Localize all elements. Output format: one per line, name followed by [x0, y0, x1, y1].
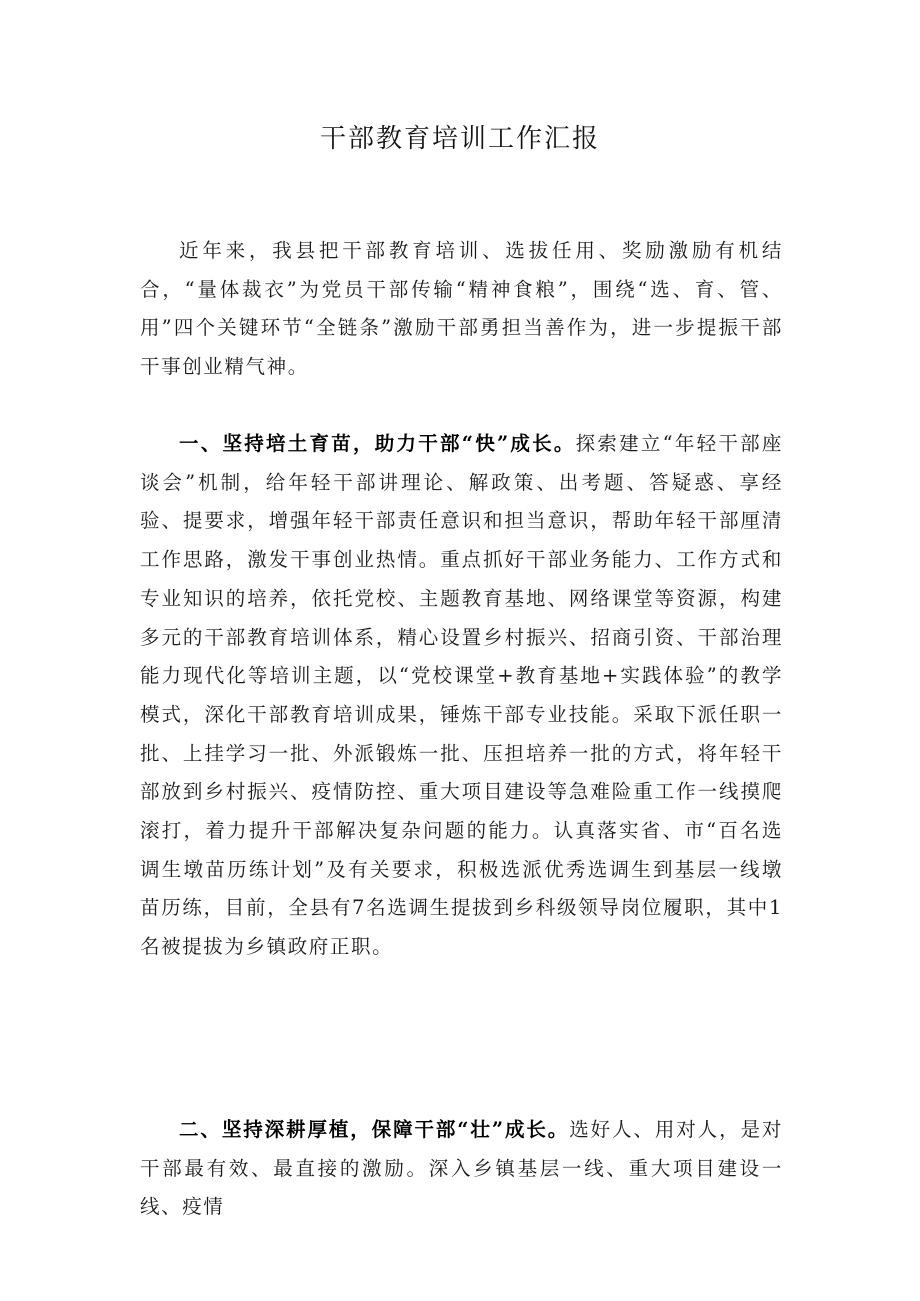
section-two-paragraph — [140, 1111, 783, 1227]
section-two-heading: 二、坚持深耕厚植，保障干部“壮”成长。 — [179, 1118, 570, 1141]
section-two-body: 选好人、用对人，是对干部最有效、最直接的激励。深入乡镇基层一线、重大项目建设一线、疫情 — [140, 1118, 783, 1219]
page-title: 干部教育培训工作汇报 — [319, 124, 600, 154]
section-one-heading: 一、坚持培土育苗，助力干部“快”成长。 — [179, 432, 576, 455]
section-one-body: 探索建立“年轻干部座谈会”机制，给年轻干部讲理论、解政策、出考题、答疑惑、享经验、提要求，增强年轻干部责任意识和担当意识，帮助年轻干部厘清工作思路，激发干事创业热情。重点抓好干部业务能力、工作方式和专业知识的培养，依托党校、主题教育基地、网络课堂等资源，构建多元的干部教育培训体系，精心设置乡村振兴、招商引资、干部治理能力现代化等培训主题，以“党校课堂+教育基地+实践体验”的教学模式，深化干部教育培训成果，锤炼干部专业技能。采取下派任职一批、上挂学习一批、外派锻炼一批、压担培养一批的方式，将年轻干部放到乡村振兴、疫情防控、重大项目建设等急难险重工作一线摸爬滚打，着力提升干部解决复杂问题的能力。认真落实省、市“百名选调生墩苗历练计划”及有关要求，积极选派优秀选调生到基层一线墩苗历练，目前，全县有7名选调生提拔到乡科级领导岗位履职，其中1名被提拔为乡镇政府正职。 — [140, 432, 783, 959]
section-one-paragraph — [140, 425, 783, 967]
intro-paragraph: 近年来，我县把干部教育培训、选拔任用、奖励激励有机结合，“量体裁衣”为党员干部传输“精神食粮”，围绕“选、育、管、用”四个关键环节“全链条”激励干部勇担当善作为，进一步提振干部干事创业精气神。 — [140, 239, 783, 379]
